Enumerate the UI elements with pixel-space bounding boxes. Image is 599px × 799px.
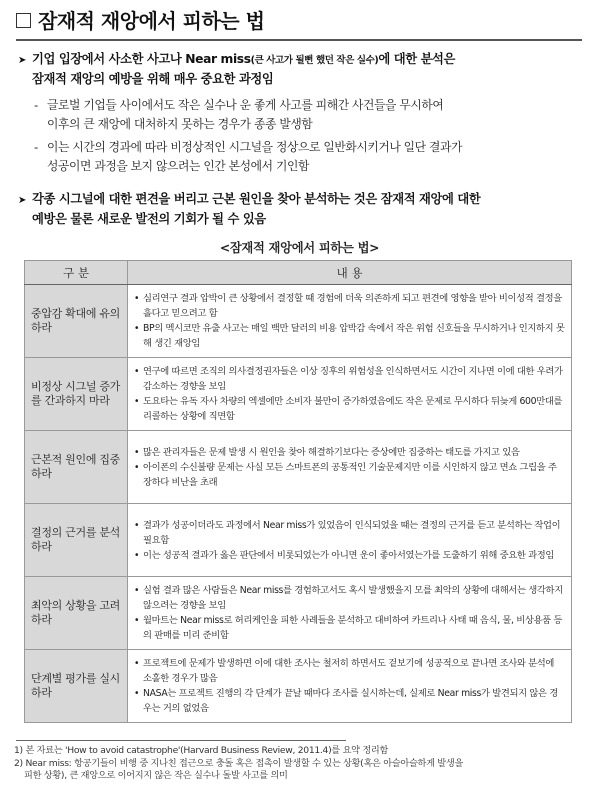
column-header-category: 구 분	[25, 261, 128, 285]
column-header-content: 내 용	[128, 261, 572, 285]
list-item: • 심리연구 결과 압박이 큰 상황에서 결정할 때 경험에 더욱 의존하게 되고 편견에 영향을 받아 비이성적 결정을 흘다고 믿으려고 함	[134, 291, 565, 321]
row-category: 중압감 확대에 유의하라	[25, 285, 128, 358]
arrow-bullet-icon: ➤	[18, 195, 26, 206]
row-content	[128, 358, 572, 431]
arrow-bullet-icon: ➤	[18, 55, 26, 66]
footnote-1: 1) 본 자료는 'How to avoid catastrophe'(Harvard Business Review, 2011.4)를 요약 정리함	[14, 745, 389, 756]
list-item: • 아이폰의 수신불량 문제는 사실 모든 스마트폰의 공통적인 기술문제지만 이를 시인하지 않고 면쇼 그립을 주장하다 비난을 초래	[134, 460, 565, 490]
list-item: • 결과가 성공이더라도 과정에서 Near miss가 있었음이 인식되었을 때는 결정의 근거를 듣고 분석하는 작업이 필요함	[134, 518, 565, 548]
row-category: 근본적 원인에 집중하라	[25, 431, 128, 504]
row-content	[128, 285, 572, 358]
list-item: • 연구에 따르면 조직의 의사결정권자들은 이상 징후의 위험성을 인식하면서도 시간이 지나면 이에 대한 우려가 감소하는 경향을 보임	[134, 364, 565, 394]
row-category: 최악의 상황을 고려하라	[25, 577, 128, 650]
row-content	[128, 577, 572, 650]
row-category: 비정상 시그널 증가를 간과하지 마라	[25, 358, 128, 431]
list-item: • 실험 결과 많은 사람들은 Near miss를 경험하고서도 혹시 발생했을지 모를 최악의 상황에 대해서는 생각하지 않으려는 경향을 보임	[134, 583, 565, 613]
list-item: • 도요타는 유독 자사 차량의 엑셀에만 소비자 불만이 증가하였음에도 작은 문제로 무시하다 뒤늦게 600만대를 리콜하는 상황에 직면함	[134, 394, 565, 424]
table-caption: <잠재적 재앙에서 피하는 법>	[219, 241, 380, 255]
bullet-2: ➤ 각종 시그널에 대한 편견을 버리고 근본 원인을 찾아 분석하는 것은 잠재적 재앙에 대한 예방은 물론 새로운 발전의 기회가 될 수 있음	[18, 192, 481, 226]
sub-point-2: - 이는 시간의 경과에 따라 비정상적인 시그널을 정상으로 일반화시키거나 일단 결과가 성공이면 과정을 보지 않으려는 인간 본성에서 기인함	[34, 140, 463, 173]
table-row	[25, 431, 572, 504]
row-content	[128, 431, 572, 504]
dash-bullet: -	[34, 140, 38, 154]
page-title: 잠재적 재앙에서 피하는 법	[16, 6, 582, 36]
title-block	[16, 6, 582, 41]
sub-point-1: - 글로벌 기업들 사이에서도 작은 실수나 운 좋게 사고를 피해간 사건들을 무시하여 이후의 큰 재앙에 대처하지 못하는 경우가 종종 발생함	[34, 98, 444, 131]
footnote-2: 2) Near miss: 항공기들이 비행 중 지나친 접근으로 충돌 혹은 접촉이 발생할 수 있는 상황(혹은 아슬아슬하게 발생을 피한 상황), 큰 재앙으로 이어지지 않은 작은 실수나 돌발 사고를 의미	[14, 758, 464, 781]
checkbox-square-icon	[16, 13, 31, 28]
list-item: • 이는 성공적 결과가 옳은 판단에서 비롯되었는가 아니면 운이 좋아서였는가를 도출하기 위해 중요한 과정임	[134, 548, 565, 563]
table-row	[25, 650, 572, 723]
table-row	[25, 358, 572, 431]
row-content	[128, 650, 572, 723]
guide-table	[24, 260, 572, 723]
table-row	[25, 577, 572, 650]
dash-bullet: -	[34, 98, 38, 112]
row-category: 결정의 근거를 분석하라	[25, 504, 128, 577]
title-divider	[16, 39, 582, 41]
table-row	[25, 285, 572, 358]
footnote-divider	[16, 740, 346, 741]
row-category: 단계별 평가를 실시하라	[25, 650, 128, 723]
list-item: • 월마트는 Near miss로 허리케인을 피한 사례들을 분석하고 대비하여 카트리나 사태 때 음식, 물, 비상용품 등의 판매를 미리 준비함	[134, 613, 565, 643]
row-content	[128, 504, 572, 577]
list-item: • 프로젝트에 문제가 발생하면 이에 대한 조사는 철저히 하면서도 겉보기에 성공적으로 끝나면 조사와 분석에 소홀한 경우가 많음	[134, 656, 565, 686]
table-row	[25, 504, 572, 577]
bullet-1: ➤ 기업 입장에서 사소한 사고나 Near miss(큰 사고가 될뻔 했던 작은 실수)에 대한 분석은 잠재적 재앙의 예방을 위해 매우 중요한 과정임	[18, 52, 456, 86]
list-item: • BP의 멕시코만 유출 사고는 매일 백만 달러의 비용 압박감 속에서 작은 위험 신호들을 무시하거나 인지하지 못해 생긴 재앙임	[134, 321, 565, 351]
list-item: • 많은 관리자들은 문제 발생 시 원인을 찾아 해결하기보다는 증상에만 집중하는 태도를 가지고 있음	[134, 445, 565, 460]
list-item: • NASA는 프로젝트 진행의 각 단계가 끝날 때마다 조사를 실시하는데, 실제로 Near miss가 발견되지 않은 경우는 거의 없었음	[134, 686, 565, 716]
